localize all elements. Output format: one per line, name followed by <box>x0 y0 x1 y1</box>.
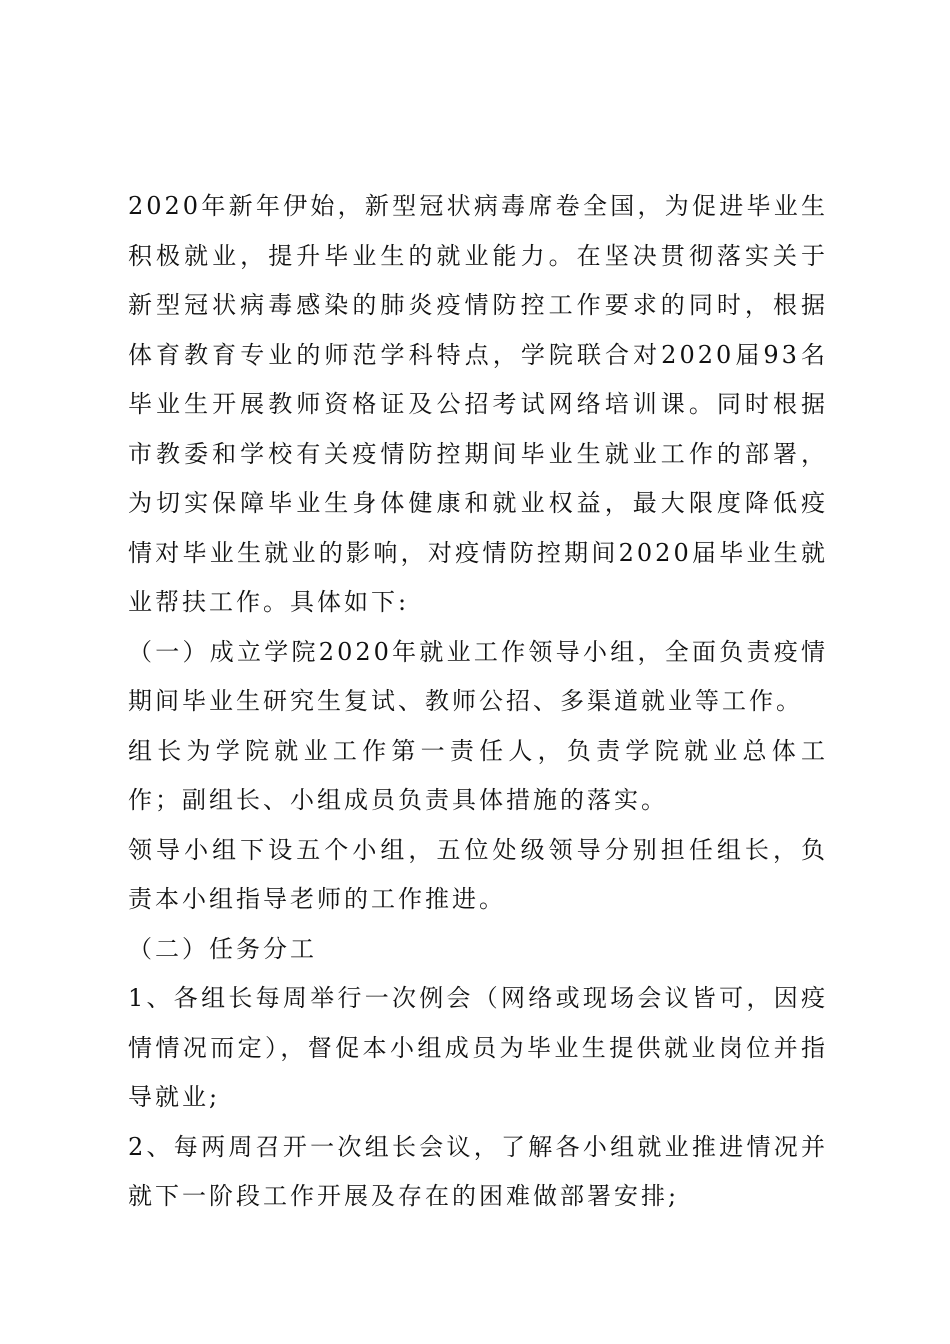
paragraph-section-one: （一）成立学院2020年就业工作领导小组，全面负责疫情期间毕业生研究生复试、教师公招、多渠道就业等工作。 <box>128 637 828 715</box>
paragraph-task-1: 1、各组长每周举行一次例会（网络或现场会议皆可，因疫情情况而定），督促本小组成员为毕业生提供就业岗位并指导就业; <box>128 984 828 1111</box>
paragraph-intro: 2020年新年伊始，新型冠状病毒席卷全国，为促进毕业生积极就业，提升毕业生的就业能力。在坚决贯彻落实关于新型冠状病毒感染的肺炎疫情防控工作要求的同时，根据体育教育专业的师范学科特点，学院联合对2020届93名毕业生开展教师资格证及公招考试网络培训课。同时根据市教委和学校有关疫情防控期间毕业生就业工作的部署，为切实保障毕业生身体健康和就业权益，最大限度降低疫情对毕业生就业的影响，对疫情防控期间2020届毕业生就业帮扶工作。具体如下: <box>128 192 828 616</box>
paragraph-section-two-heading: （二）任务分工 <box>128 934 317 963</box>
document-body <box>128 182 828 1222</box>
paragraph-task-2: 2、每两周召开一次组长会议，了解各小组就业推进情况并就下一阶段工作开展及存在的困难做部署安排; <box>128 1132 828 1210</box>
paragraph-subgroups: 领导小组下设五个小组，五位处级领导分别担任组长，负责本小组指导老师的工作推进。 <box>128 835 828 913</box>
paragraph-group-leader: 组长为学院就业工作第一责任人，负责学院就业总体工作；副组长、小组成员负责具体措施的落实。 <box>128 736 828 814</box>
